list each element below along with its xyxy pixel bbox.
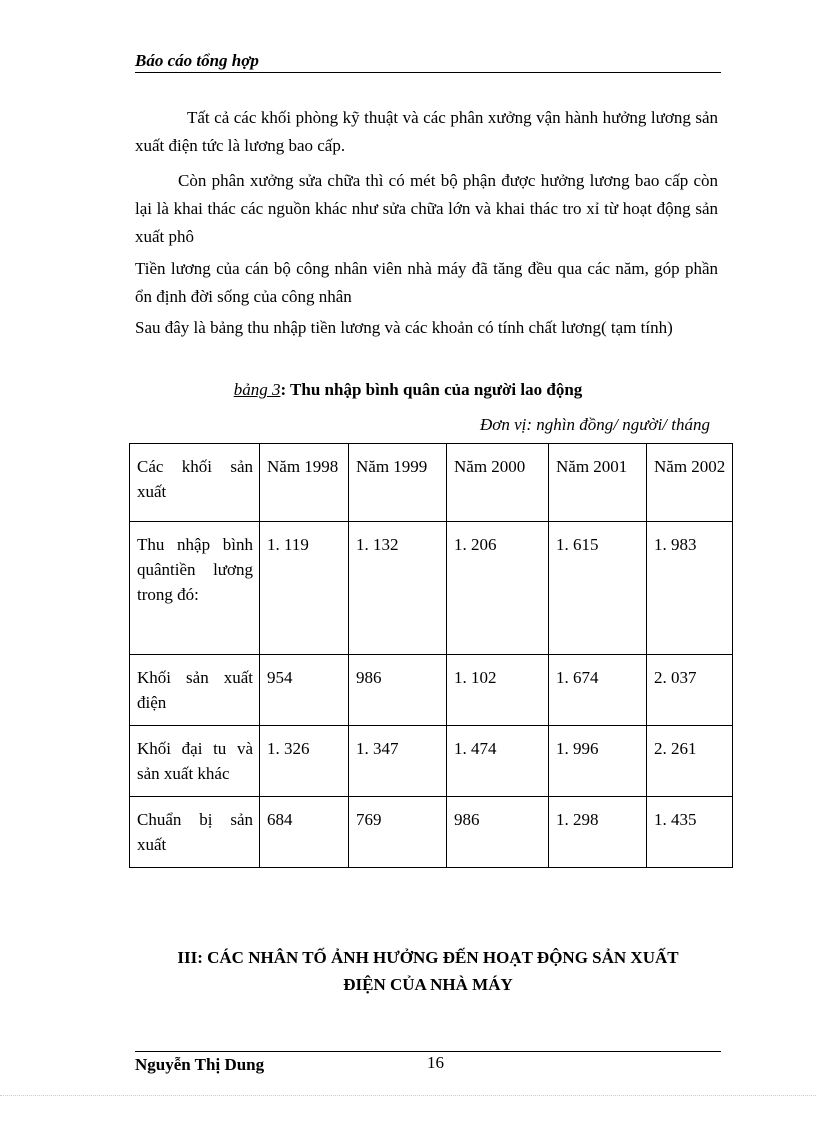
header-cell: Năm 2002: [647, 444, 733, 522]
row-label: Khối đại tu và sản xuất khác: [130, 726, 260, 797]
table-cell: 1. 298: [549, 797, 647, 868]
table-row: [130, 655, 733, 726]
page-header: [135, 50, 721, 73]
table-cell: 1. 474: [447, 726, 549, 797]
table-row: [130, 797, 733, 868]
header-cell: Năm 2000: [447, 444, 549, 522]
paragraph-1: Tất cả các khối phòng kỹ thuật và các phân xưởng vận hành hưởng lương sản xuất điện tức là lương bao cấp.: [135, 108, 718, 155]
paragraph-2: Còn phân xưởng sửa chữa thì có mét bộ phận được hưởng lương bao cấp còn lại là khai thác các nguồn khác như sửa chữa lớn và khai thác tro xỉ từ hoạt động sản xuất phô: [135, 171, 718, 246]
table-cell: 954: [260, 655, 349, 726]
table-cell: 1. 347: [349, 726, 447, 797]
table-cell: 1. 983: [647, 522, 733, 655]
table-cell: 1. 996: [549, 726, 647, 797]
table-cell: 1. 674: [549, 655, 647, 726]
section-heading-line-1: III: CÁC NHÂN TỐ ẢNH HƯỞNG ĐẾN HOẠT ĐỘNG SẢN XUẤT: [177, 948, 679, 967]
table-cell: 769: [349, 797, 447, 868]
row-label: Khối sản xuất điện: [130, 655, 260, 726]
footer-author: Nguyễn Thị Dung: [135, 1055, 265, 1074]
header-title: Báo cáo tổng hợp: [135, 51, 259, 70]
page-number: 16: [427, 1053, 444, 1072]
paragraph-3: Tiền lương của cán bộ công nhân viên nhà máy đã tăng đều qua các năm, góp phần ổn định đời sống của công nhân: [135, 259, 718, 306]
table-cell: 1. 615: [549, 522, 647, 655]
paragraph-4: Sau đây là bảng thu nhập tiền lương và các khoản có tính chất lương( tạm tính): [135, 318, 673, 337]
unit-note: Đơn vị: nghìn đồng/ người/ tháng: [480, 415, 710, 434]
caption-separator: :: [280, 380, 291, 399]
table-cell: 1. 326: [260, 726, 349, 797]
table-cell: 986: [447, 797, 549, 868]
header-cell: Năm 2001: [549, 444, 647, 522]
table-caption: [0, 377, 816, 403]
page-bottom-border: [0, 1095, 816, 1096]
table-cell: 2. 037: [647, 655, 733, 726]
row-label: Chuẩn bị sản xuất: [130, 797, 260, 868]
table-cell: 684: [260, 797, 349, 868]
table-cell: 1. 132: [349, 522, 447, 655]
header-cell: Năm 1998: [260, 444, 349, 522]
caption-title: Thu nhập bình quân của người lao động: [290, 380, 583, 399]
header-cell: Các khối sản xuất: [130, 444, 260, 522]
header-cell: Năm 1999: [349, 444, 447, 522]
caption-label: bảng 3: [233, 380, 281, 399]
table-cell: 1. 435: [647, 797, 733, 868]
row-label: Thu nhập bình quântiền lương trong đó:: [130, 522, 260, 655]
table-row: [130, 522, 733, 655]
section-heading-line-2: ĐIỆN CỦA NHÀ MÁY: [343, 975, 513, 994]
table-cell: 1. 102: [447, 655, 549, 726]
section-heading: [135, 944, 721, 998]
income-table: [129, 443, 733, 868]
table-header-row: [130, 444, 733, 522]
table-cell: 1. 206: [447, 522, 549, 655]
table-cell: 1. 119: [260, 522, 349, 655]
table-row: [130, 726, 733, 797]
table-cell: 986: [349, 655, 447, 726]
table-cell: 2. 261: [647, 726, 733, 797]
